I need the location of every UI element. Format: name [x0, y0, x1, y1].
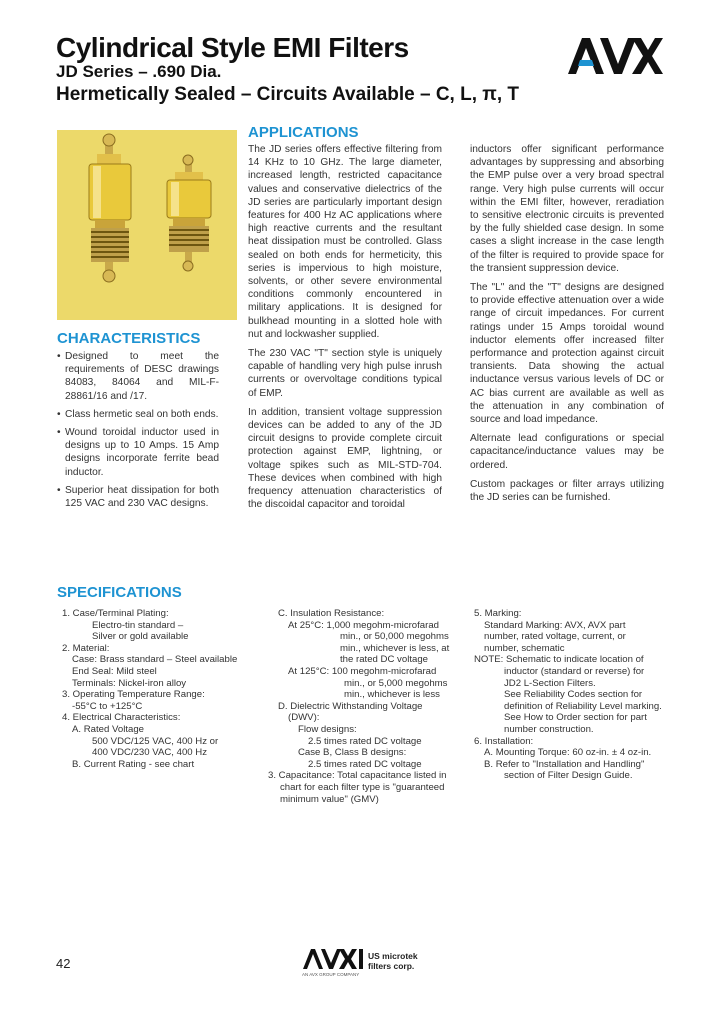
footer-avx-logo — [302, 948, 364, 970]
characteristics-heading: CHARACTERISTICS — [57, 330, 201, 347]
spec-line: NOTE: Schematic to indicate location of — [474, 654, 644, 666]
applications-paragraph: In addition, transient voltage suppression devices can be added to any of the JD circuit designs to provide complete circuit protection against EMP, lightning, or voltage spikes such as MIL-STD-704. These devices when combined with high frequency attenuation characteristics of the discoidal capacitor and toroidal — [248, 406, 442, 511]
spec-line: min., or 5,000 megohms — [344, 677, 448, 689]
list-item: • Designed to meet the requirements of DESC drawings 84083, 84064 and MIL-F-28861/16 and /17. — [57, 350, 219, 403]
spec-line: Flow designs: — [298, 723, 357, 735]
spec-line: End Seal: Mild steel — [72, 665, 157, 677]
spec-line: min., whichever is less — [344, 689, 440, 701]
spec-line: 2.5 times rated DC voltage — [308, 758, 422, 770]
spec-line: min., whichever is less, at — [340, 642, 450, 654]
applications-paragraph: Alternate lead configurations or special capacitance/inductance values may be ordered. — [470, 433, 664, 471]
spec-line: (DWV): — [288, 712, 320, 724]
spec-line: 3. Capacitance: Total capacitance listed in — [268, 770, 447, 782]
spec-line: 1. Case/Terminal Plating: — [62, 608, 169, 619]
applications-paragraph: Custom packages or filter arrays utilizing the JD series can be furnished. — [470, 478, 664, 504]
spec-line: 400 VDC/230 VAC, 400 Hz — [92, 747, 208, 759]
applications-paragraph: inductors offer significant performance advantages by suppressing and absorbing the EMP pulse over a very broad spectral range. Very high pulse currents will occur within the EMI filter, however, reradiation to sensitive electronic circuits is prevented by the fully shielded case design. In some cases a slight increase in the case length of the filter is required to provide space for the transient suppression device. — [470, 144, 664, 274]
spec-line: 5. Marking: — [474, 608, 522, 619]
large-filter-icon — [89, 134, 131, 282]
spec-line: Terminals: Nickel-iron alloy — [72, 677, 187, 689]
list-item: • Wound toroidal inductor used in designs up to 10 Amps. 15 Amp designs incorporate ferrite bead inductor. — [57, 426, 219, 479]
spec-line: Case B, Class B designs: — [298, 747, 407, 759]
spec-line: 500 VDC/125 VAC, 400 Hz or — [92, 735, 219, 747]
circuits-subtitle: Hermetically Sealed – Circuits Available – C, L, π, T — [56, 84, 519, 105]
applications-paragraph: The JD series offers effective filtering from 14 KHz to 10 GHz. The large diameter, increased length, restricted capacitance values and conservative dielectrics of the JD series are particularly important design features for 400 Hz AC applications where high reactive currents and the resultant heat dissipation must be controlled. Glass sealed on both ends for hermeticity, this series is impervious to high moisture, solvents, or other severe environmental conditions commonly encountered in military applications. It is designed for bulkhead mounting in a slotted hole with nut and lockwasher supplied. — [248, 144, 442, 340]
spec-line: Electro-tin standard – — [92, 619, 184, 631]
page-title: Cylindrical Style EMI Filters — [56, 32, 409, 63]
spec-line: 6. Installation: — [474, 735, 534, 747]
spec-line: B. Refer to "Installation and Handling" — [484, 758, 645, 770]
spec-line: D. Dielectric Withstanding Voltage — [278, 700, 423, 712]
spec-line: section of Filter Design Guide. — [504, 770, 633, 782]
spec-line: C. Insulation Resistance: — [278, 608, 385, 619]
company-line-1: US microtek — [368, 951, 418, 961]
specifications-column-3 — [474, 608, 674, 782]
spec-line: 3. Operating Temperature Range: — [62, 689, 205, 701]
specifications-heading: SPECIFICATIONS — [57, 584, 182, 601]
spec-line: B. Current Rating - see chart — [72, 758, 195, 770]
spec-line: A. Rated Voltage — [72, 723, 145, 735]
specifications-column-2 — [268, 608, 468, 805]
applications-heading: APPLICATIONS — [248, 124, 359, 141]
spec-line: At 25°C: 1,000 megohm-microfarad — [288, 619, 440, 631]
spec-line: 2.5 times rated DC voltage — [308, 735, 422, 747]
spec-line: number, schematic — [484, 642, 565, 654]
spec-line: See Reliability Codes section for — [504, 689, 643, 701]
list-item: • Superior heat dissipation for both 125 VAC and 230 VAC designs. — [57, 484, 219, 510]
spec-line: minimum value" (GMV) — [280, 793, 379, 805]
product-photo — [57, 130, 237, 320]
spec-line: inductor (standard or reverse) for — [504, 665, 645, 677]
spec-line: 4. Electrical Characteristics: — [62, 712, 181, 724]
characteristics-list — [57, 350, 219, 515]
spec-line: the rated DC voltage — [340, 654, 428, 666]
footer-company — [368, 951, 418, 971]
series-subtitle: JD Series – .690 Dia. — [56, 62, 222, 81]
spec-line: JD2 L-Section Filters. — [504, 677, 596, 689]
spec-line: number, rated voltage, current, or — [484, 631, 626, 643]
applications-column-2 — [470, 143, 664, 510]
spec-line: Standard Marking: AVX, AVX part — [484, 619, 626, 631]
spec-line: min., or 50,000 megohms — [340, 631, 449, 643]
spec-line: number construction. — [504, 723, 594, 735]
applications-column-1 — [248, 143, 442, 517]
company-line-2: filters corp. — [368, 961, 415, 971]
spec-line: definition of Reliability Level marking. — [504, 700, 662, 712]
spec-line: chart for each filter type is "guaranteed — [280, 781, 445, 793]
spec-line: A. Mounting Torque: 60 oz-in. ± 4 oz-in. — [484, 747, 652, 759]
applications-paragraph: The "L" and the "T" designs are designed to provide effective attenuation over a wide range of circuit impedances. For current ratings under 15 Amps toroidal wound inductor elements offer increased filter performance and protection against circuit transients. Data showing the actual inductance versus various levels of DC or AC bias current are available as well as the attenuation in any combination of source and load impedance. — [470, 282, 664, 426]
list-item: • Class hermetic seal on both ends. — [57, 408, 219, 421]
filter-image — [57, 130, 237, 320]
specifications-column-1 — [62, 608, 272, 770]
spec-line: 2. Material: — [62, 642, 110, 654]
spec-line: At 125°C: 100 megohm-microfarad — [288, 665, 437, 677]
spec-line: Case: Brass standard – Steel available — [72, 654, 238, 666]
footer-tagline: AN AVX GROUP COMPANY — [302, 972, 360, 977]
spec-line: Silver or gold available — [92, 631, 189, 643]
small-filter-icon — [167, 155, 211, 271]
spec-line: See How to Order section for part — [504, 712, 647, 724]
spec-line: -55°C to +125°C — [72, 700, 143, 712]
applications-paragraph: The 230 VAC "T" section style is uniquely capable of handling very high pulse inrush currents or overvoltage conditions typical of EMP. — [248, 348, 442, 399]
avx-logo — [566, 36, 664, 76]
page-number: 42 — [56, 956, 71, 971]
